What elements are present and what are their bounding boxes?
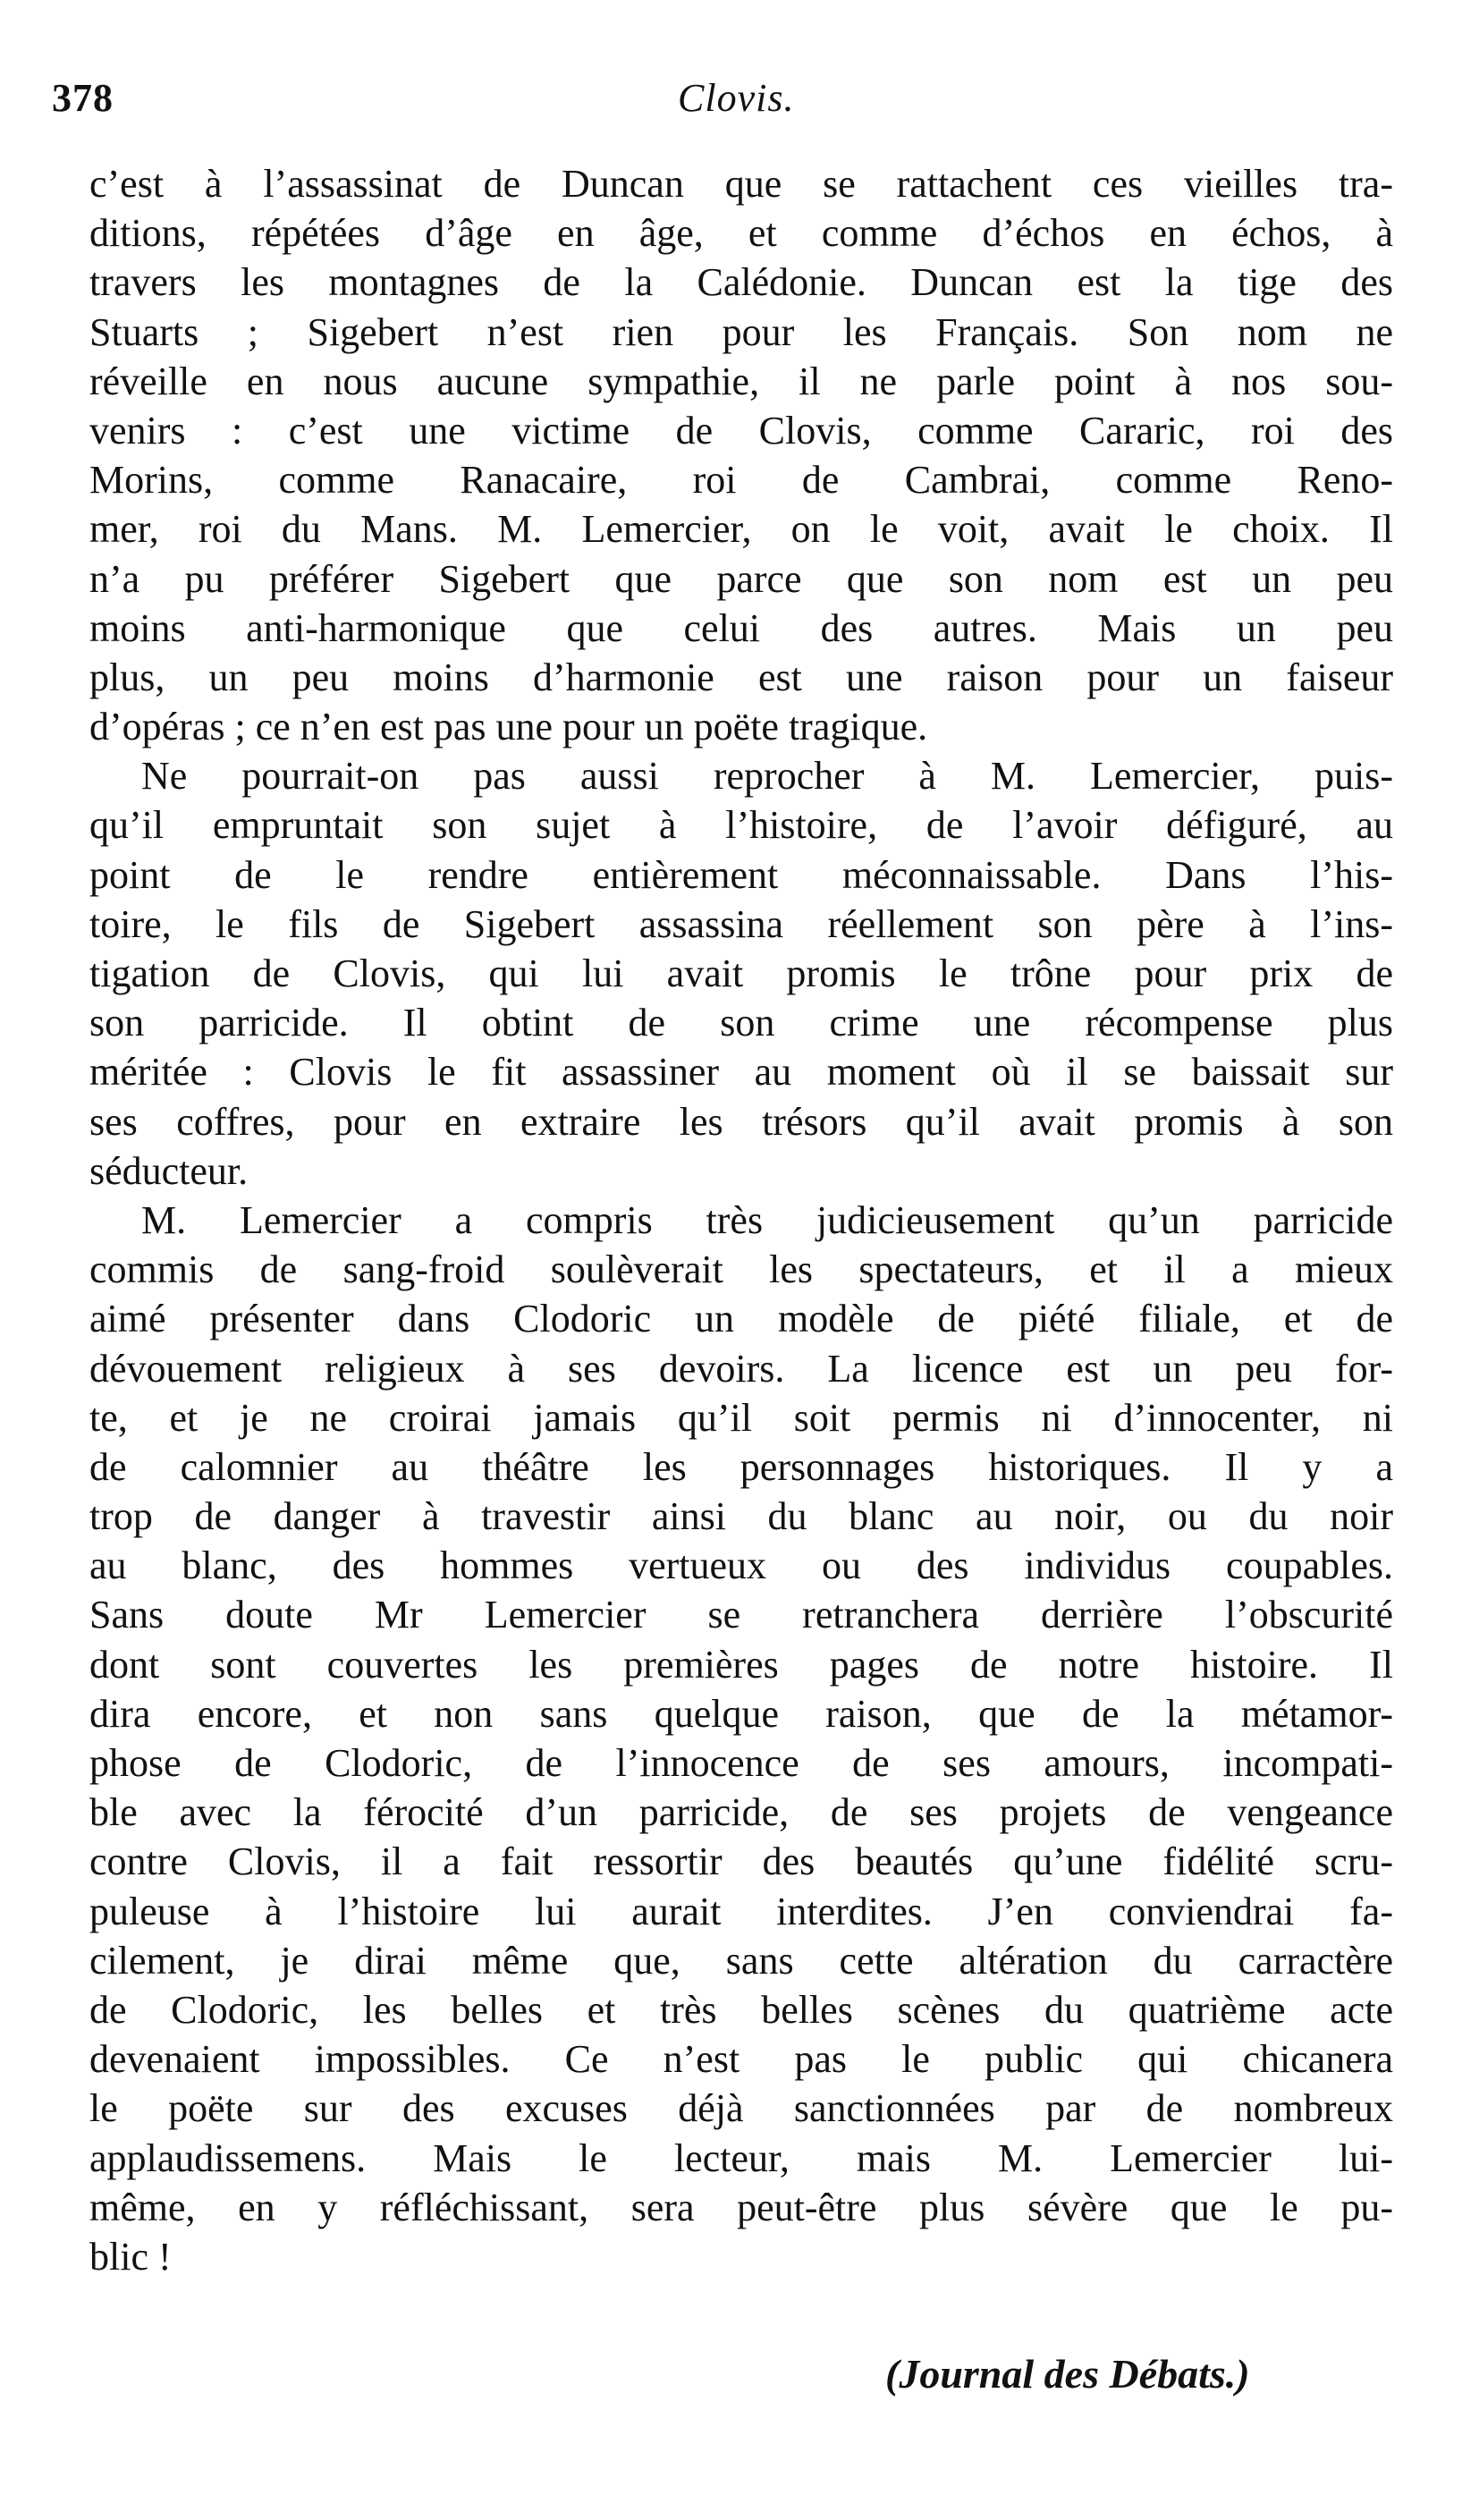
- text-line: méritée : Clovis le fit assassiner au moment où il se baissait sur: [89, 1050, 1393, 1095]
- text-line: Ne pourrait-on pas aussi reprocher à M. Lemercier, puis-: [141, 754, 1393, 799]
- text-line: blic !: [89, 2234, 172, 2279]
- text-line: toire, le fils de Sigebert assassina réellement son père à l’ins-: [89, 901, 1393, 946]
- text-line: plus, un peu moins d’harmonie est une raison pour un faiseur: [89, 655, 1393, 699]
- text-line: trop de danger à travestir ainsi du blanc au noir, ou du noir: [89, 1494, 1393, 1539]
- text-line: même, en y réfléchissant, sera peut-être plus sévère que le pu-: [89, 2185, 1393, 2229]
- text-line: qu’il empruntait son sujet à l’histoire, de l’avoir défiguré, au: [89, 803, 1393, 848]
- text-line: ble avec la férocité d’un parricide, de ses projets de vengeance: [89, 1790, 1393, 1835]
- text-line: travers les montagnes de la Calédonie. Duncan est la tige des: [89, 260, 1393, 305]
- text-line: puleuse à l’histoire lui aurait interdites. J’en conviendrai fa-: [89, 1889, 1393, 1933]
- text-line: son parricide. Il obtint de son crime une récompense plus: [89, 1001, 1393, 1045]
- body-text: [89, 159, 1393, 2281]
- text-line: c’est à l’assassinat de Duncan que se rattachent ces vieilles tra-: [89, 162, 1393, 206]
- text-line: moins anti-harmonique que celui des autres. Mais un peu: [89, 605, 1393, 650]
- text-line: aimé présenter dans Clodoric un modèle de piété filiale, et de: [89, 1297, 1393, 1341]
- text-line: séducteur.: [89, 1148, 249, 1193]
- text-line: phose de Clodoric, de l’innocence de ses amours, incompati-: [89, 1741, 1393, 1785]
- text-line: cilement, je dirai même que, sans cette altération du carractère: [89, 1938, 1393, 1983]
- text-line: devenaient impossibles. Ce n’est pas le public qui chicanera: [89, 2037, 1393, 2082]
- text-line: ses coffres, pour en extraire les trésors qu’il avait promis à son: [89, 1099, 1393, 1144]
- text-line: venirs : c’est une victime de Clovis, comme Cararic, roi des: [89, 408, 1393, 452]
- text-line: dévouement religieux à ses devoirs. La licence est un peu for-: [89, 1346, 1393, 1391]
- text-line: Morins, comme Ranacaire, roi de Cambrai, comme Reno-: [89, 458, 1393, 503]
- text-line: mer, roi du Mans. M. Lemercier, on le voit, avait le choix. Il: [89, 507, 1393, 552]
- text-line: ditions, répétées d’âge en âge, et comme d’échos en échos, à: [89, 211, 1393, 256]
- text-line: n’a pu préférer Sigebert que parce que son nom est un peu: [89, 556, 1393, 601]
- text-line: d’opéras ; ce n’en est pas une pour un poëte tragique.: [89, 705, 928, 749]
- source-attribution: (Journal des Débats.): [885, 2351, 1250, 2397]
- text-line: de calomnier au théâtre les personnages historiques. Il y a: [89, 1444, 1393, 1489]
- text-line: Stuarts ; Sigebert n’est rien pour les Français. Son nom ne: [89, 309, 1393, 354]
- text-line: tigation de Clovis, qui lui avait promis le trône pour prix de: [89, 951, 1393, 995]
- text-line: au blanc, des hommes vertueux ou des individus coupables.: [89, 1543, 1393, 1588]
- text-line: point de le rendre entièrement méconnaissable. Dans l’his-: [89, 852, 1393, 897]
- text-line: M. Lemercier a compris très judicieusement qu’un parricide: [141, 1197, 1393, 1242]
- page-number: 378: [52, 76, 114, 120]
- text-line: de Clodoric, les belles et très belles scènes du quatrième acte: [89, 1987, 1393, 2032]
- page-header: [52, 75, 1402, 129]
- text-line: réveille en nous aucune sympathie, il ne parle point à nos sou-: [89, 359, 1393, 403]
- text-line: Sans doute Mr Lemercier se retranchera derrière l’obscurité: [89, 1593, 1393, 1637]
- text-line: te, et je ne croirai jamais qu’il soit permis ni d’innocenter, ni: [89, 1395, 1393, 1440]
- text-line: contre Clovis, il a fait ressortir des beautés qu’une fidélité scru-: [89, 1839, 1393, 1884]
- text-line: applaudissemens. Mais le lecteur, mais M. Lemercier lui-: [89, 2135, 1393, 2180]
- text-line: le poëte sur des excuses déjà sanctionnées par de nombreux: [89, 2086, 1393, 2131]
- running-title: Clovis.: [678, 76, 795, 120]
- text-line: dira encore, et non sans quelque raison, que de la métamor-: [89, 1691, 1393, 1736]
- text-line: dont sont couvertes les premières pages de notre histoire. Il: [89, 1642, 1393, 1687]
- text-line: commis de sang-froid soulèverait les spectateurs, et il a mieux: [89, 1247, 1393, 1292]
